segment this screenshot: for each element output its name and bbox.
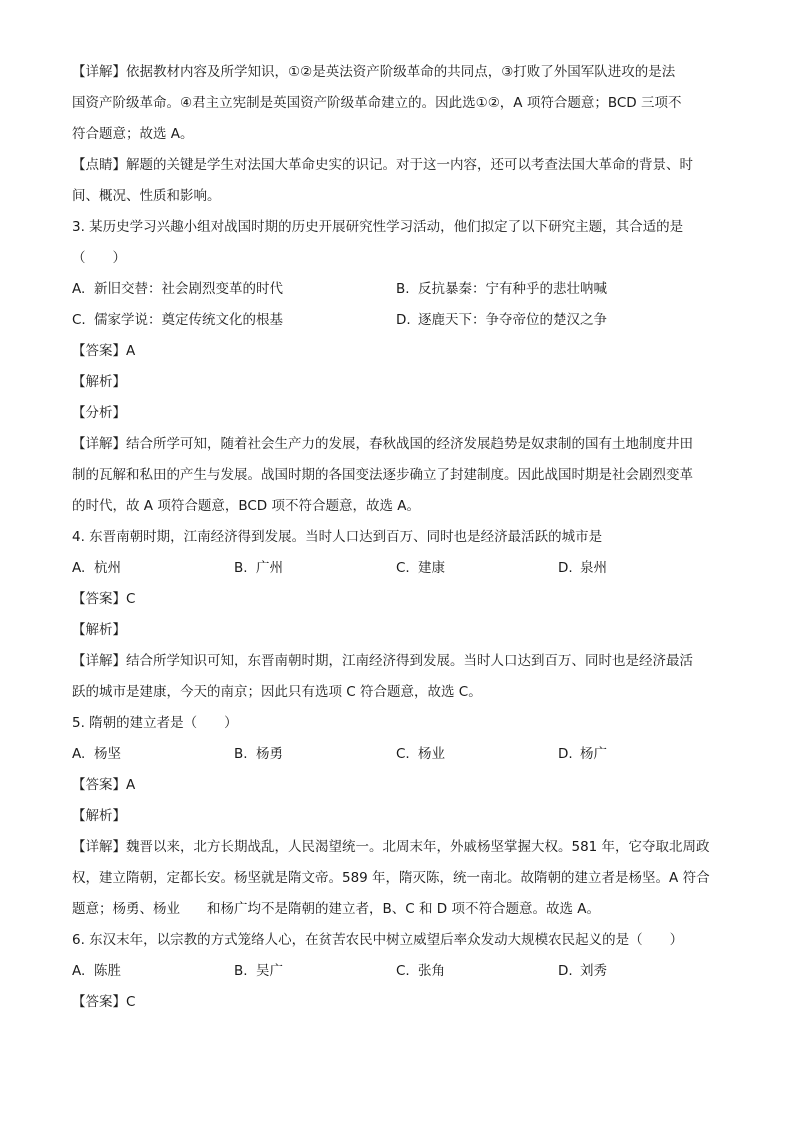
text-line: 国资产阶级革命。④君主立宪制是英国资产阶级革命建立的。因此选①②，A 项符合题意；BCD 三项不	[72, 95, 682, 111]
option-a: A. 杨坚	[72, 746, 121, 762]
option-c: C. 张角	[396, 963, 445, 979]
question-5-options-row	[72, 744, 732, 764]
text-line: 权，建立隋朝，定都长安。杨坚就是隋文帝。589 年，隋灭陈，统一南北。故隋朝的建立者是杨坚。A 符合	[72, 870, 710, 886]
question-6-stem: 6. 东汉末年，以宗教的方式笼络人心，在贫苦农民中树立威望后率众发动大规模农民起义的是（ ）	[72, 932, 684, 948]
question-3-options-row	[72, 279, 732, 299]
question-4-options-row	[72, 558, 732, 578]
answer-label: 【答案】A	[72, 343, 136, 359]
answer-label: 【答案】A	[72, 777, 136, 793]
analysis-label: 【分析】	[72, 405, 126, 421]
option-b: B. 反抗暴秦：宁有种乎的悲壮呐喊	[396, 281, 607, 297]
text-line: 【详解】魏晋以来，北方长期战乱，人民渴望统一。北周末年，外戚杨坚掌握大权。581 年，它夺取北周政	[72, 839, 710, 855]
text-line: 【详解】结合所学可知，随着社会生产力的发展，春秋战国的经济发展趋势是奴隶制的国有土地制度井田	[72, 436, 693, 452]
question-4-stem: 4. 东晋南朝时期，江南经济得到发展。当时人口达到百万、同时也是经济最活跃的城市是	[72, 529, 603, 545]
answer-label: 【答案】C	[72, 591, 136, 607]
option-d: D. 刘秀	[558, 963, 607, 979]
text-line: 的时代，故 A 项符合题意，BCD 项不符合题意，故选 A。	[72, 498, 420, 514]
option-d: D. 杨广	[558, 746, 607, 762]
answer-label: 【答案】C	[72, 994, 136, 1010]
text-line: 【点睛】解题的关键是学生对法国大革命史实的识记。对于这一内容，还可以考查法国大革命的背景、时	[72, 157, 693, 173]
option-d: D. 逐鹿天下：争夺帝位的楚汉之争	[396, 312, 607, 328]
text-line: 间、概况、性质和影响。	[72, 188, 221, 204]
text-line: 制的瓦解和私田的产生与发展。战国时期的各国变法逐步确立了封建制度。因此战国时期是社会剧烈变革	[72, 467, 693, 483]
analysis-label: 【解析】	[72, 808, 126, 824]
analysis-label: 【解析】	[72, 622, 126, 638]
option-b: B. 吴广	[234, 963, 283, 979]
option-b: B. 广州	[234, 560, 283, 576]
question-3-options-row	[72, 310, 732, 330]
text-line: 题意；杨勇、杨业 和杨广均不是隋朝的建立者，B、C 和 D 项不符合题意。故选 A。	[72, 901, 600, 917]
option-b: B. 杨勇	[234, 746, 283, 762]
text-line: 【详解】依据教材内容及所学知识，①②是英法资产阶级革命的共同点，③打败了外国军队进攻的是法	[72, 64, 676, 80]
question-5-stem: 5. 隋朝的建立者是（ ）	[72, 715, 238, 731]
question-3-stem: （ ）	[72, 250, 126, 266]
option-c: C. 建康	[396, 560, 445, 576]
option-a: A. 新旧交替：社会剧烈变革的时代	[72, 281, 283, 297]
option-c: C. 儒家学说：奠定传统文化的根基	[72, 312, 283, 328]
text-line: 跃的城市是建康，今天的南京；因此只有选项 C 符合题意，故选 C。	[72, 684, 482, 700]
text-line: 【详解】结合所学知识可知，东晋南朝时期，江南经济得到发展。当时人口达到百万、同时也是经济最活	[72, 653, 693, 669]
question-3-stem: 3. 某历史学习兴趣小组对战国时期的历史开展研究性学习活动，他们拟定了以下研究主题，其合适的是	[72, 219, 684, 235]
analysis-label: 【解析】	[72, 374, 126, 390]
option-c: C. 杨业	[396, 746, 445, 762]
text-line: 符合题意；故选 A。	[72, 126, 194, 142]
question-6-options-row	[72, 961, 732, 981]
option-d: D. 泉州	[558, 560, 607, 576]
option-a: A. 杭州	[72, 560, 121, 576]
option-a: A. 陈胜	[72, 963, 121, 979]
